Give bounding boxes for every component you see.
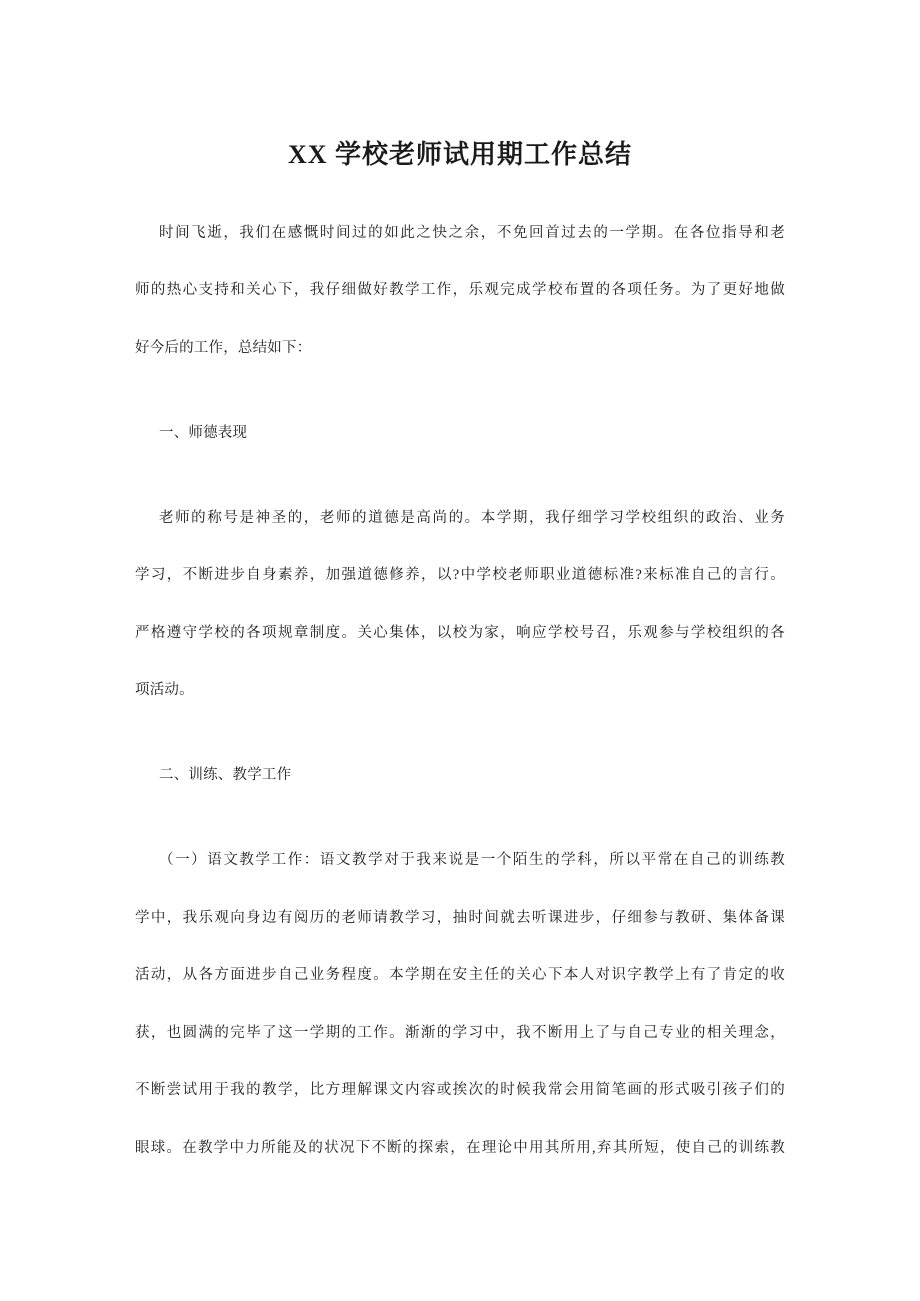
- text-line: 老师的称号是神圣的，老师的道德是高尚的。本学期，我仔细学习学校组织的政治、业务: [159, 509, 785, 526]
- text-line: 学中，我乐观向身边有阅历的老师请教学习，抽时间就去听课进步，仔细参与教研、集体备课: [135, 909, 785, 926]
- section-2-paragraph: [135, 832, 785, 1177]
- text-line: 二、训练、教学工作: [159, 767, 292, 783]
- text-line: 获，也圆满的完毕了这一学期的工作。渐渐的学习中，我不断用上了与自己专业的相关理念，: [135, 1024, 785, 1041]
- text-line: 严格遵守学校的各项规章制度。关心集体，以校为家，响应学校号召，乐观参与学校组织的各: [135, 624, 785, 641]
- text-line: 好今后的工作，总结如下：: [135, 339, 312, 356]
- section-1-heading: [135, 405, 785, 463]
- document-body: [135, 205, 785, 1178]
- text-line: 一、师德表现: [159, 424, 248, 441]
- text-line: 活动，从各方面进步自己业务程度。本学期在安主任的关心下本人对识字教学上有了肯定的收: [135, 967, 785, 983]
- section-1-paragraph: [135, 490, 785, 720]
- text-line: （一）语文教学工作：语文教学对于我来说是一个陌生的学科，所以平常在自己的训练教: [159, 852, 785, 868]
- document-title: XX 学校老师试用期工作总结: [287, 140, 633, 169]
- intro-paragraph: [135, 205, 785, 378]
- section-2-heading: [135, 747, 785, 805]
- text-line: 师的热心支持和关心下，我仔细做好教学工作，乐观完成学校布置的各项任务。为了更好地做: [135, 282, 785, 298]
- text-line: 不断尝试用于我的教学，比方理解课文内容或挨次的时候我常会用简笔画的形式吸引孩子们的: [135, 1082, 785, 1098]
- text-line: 时间飞逝，我们在感慨时间过的如此之快之余，不免回首过去的一学期。在各位指导和老: [159, 224, 785, 241]
- text-line: 学习，不断进步自身素养，加强道德修养，以?中学校老师职业道德标准?来标准自己的言行。: [135, 567, 785, 583]
- text-line: 眼球。在教学中力所能及的状况下不断的探索，在理论中用其所用,弃其所短，使自己的训练教: [135, 1139, 785, 1156]
- text-line: 项活动。: [135, 682, 194, 698]
